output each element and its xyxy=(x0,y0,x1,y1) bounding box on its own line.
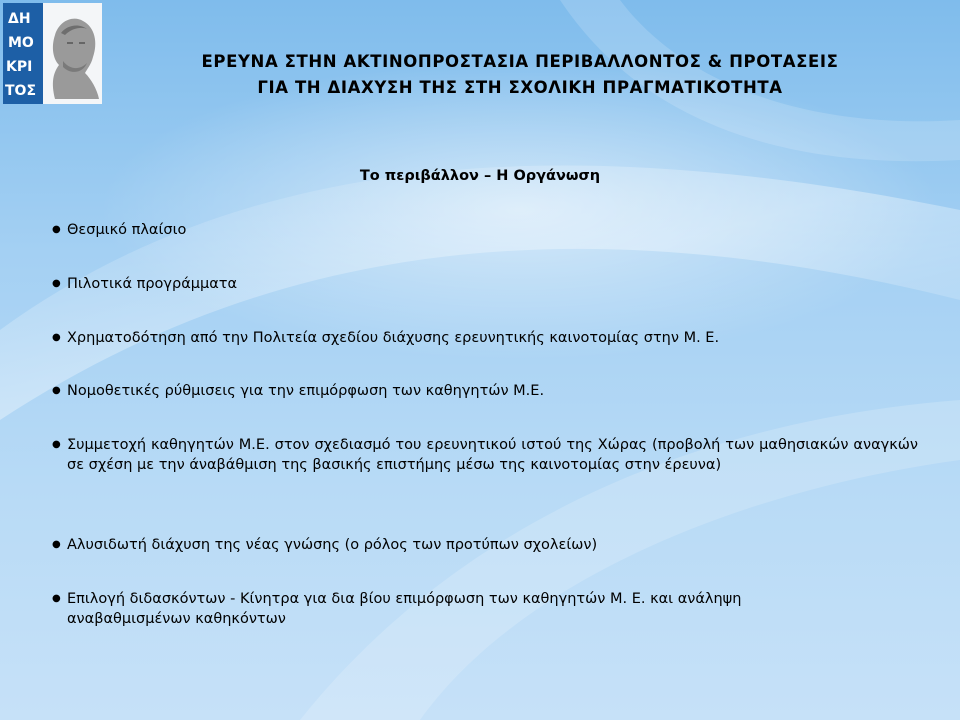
logo-letters-2: ΜΟ xyxy=(8,35,34,51)
logo-letters-1: ΔΗ xyxy=(8,11,31,27)
bullet-text: Θεσμικό πλαίσιο xyxy=(67,222,187,238)
bullet-text: Χρηματοδότηση από την Πολιτεία σχεδίου διάχυσης ερευνητικής καινοτομίας στην Μ. Ε. xyxy=(67,330,720,346)
bullet-dot-icon: ● xyxy=(52,439,61,450)
bullet-dot-icon: ● xyxy=(52,224,61,235)
bullet-item xyxy=(52,589,852,629)
bullet-text: Νομοθετικές ρύθμισεις για την επιμόρφωση των καθηγητών Μ.Ε. xyxy=(67,383,545,399)
bullet-dot-icon: ● xyxy=(52,278,61,289)
title-line-1: ΕΡΕΥΝΑ ΣΤΗΝ ΑΚΤΙΝΟΠΡΟΣΤΑΣΙΑ ΠΕΡΙΒΑΛΛΟΝΤΟΣ & ΠΡΟΤΑΣΕΙΣ xyxy=(201,52,839,71)
bullet-item xyxy=(52,274,918,294)
demokritos-logo xyxy=(3,3,102,104)
slide-title xyxy=(120,49,920,101)
bullet-dot-icon: ● xyxy=(52,385,61,396)
bullet-item xyxy=(52,381,918,401)
bullet-item xyxy=(52,328,918,348)
bullet-text: Αλυσιδωτή διάχυση της νέας γνώσης (ο ρόλος των προτύπων σχολείων) xyxy=(67,537,598,553)
bullet-item xyxy=(52,535,918,555)
section-heading: Το περιβάλλον – Η Οργάνωση xyxy=(359,168,601,184)
bullet-text: Πιλοτικά προγράμματα xyxy=(67,276,238,292)
bullet-text: Επιλογή διδασκόντων - Κίνητρα για δια βίου επιμόρφωση των καθηγητών Μ. Ε. και ανάληψη αναβαθμισμένων καθηκόντων xyxy=(67,591,742,627)
logo-letters-4: ΤΟΣ xyxy=(5,83,37,99)
bullet-item xyxy=(52,220,918,240)
bullet-dot-icon: ● xyxy=(52,593,61,604)
bullet-dot-icon: ● xyxy=(52,539,61,550)
bullet-item xyxy=(52,435,918,475)
title-line-2: ΓΙΑ ΤΗ ΔΙΑΧΥΣΗ ΤΗΣ ΣΤΗ ΣΧΟΛΙΚΗ ΠΡΑΓΜΑΤΙΚΟΤΗΤΑ xyxy=(257,78,783,97)
bullet-text: Συμμετοχή καθηγητών Μ.Ε. στον σχεδιασμό του ερευνητικού ιστού της Χώρας (προβολή των μαθησιακών αναγκών σε σχέση με την άναβάθμιση της βασικής επιστήμης μέσω της καινοτομίας στην έρευνα) xyxy=(67,437,918,473)
logo-letters-3: ΚΡΙ xyxy=(6,59,33,75)
bullet-dot-icon: ● xyxy=(52,332,61,343)
